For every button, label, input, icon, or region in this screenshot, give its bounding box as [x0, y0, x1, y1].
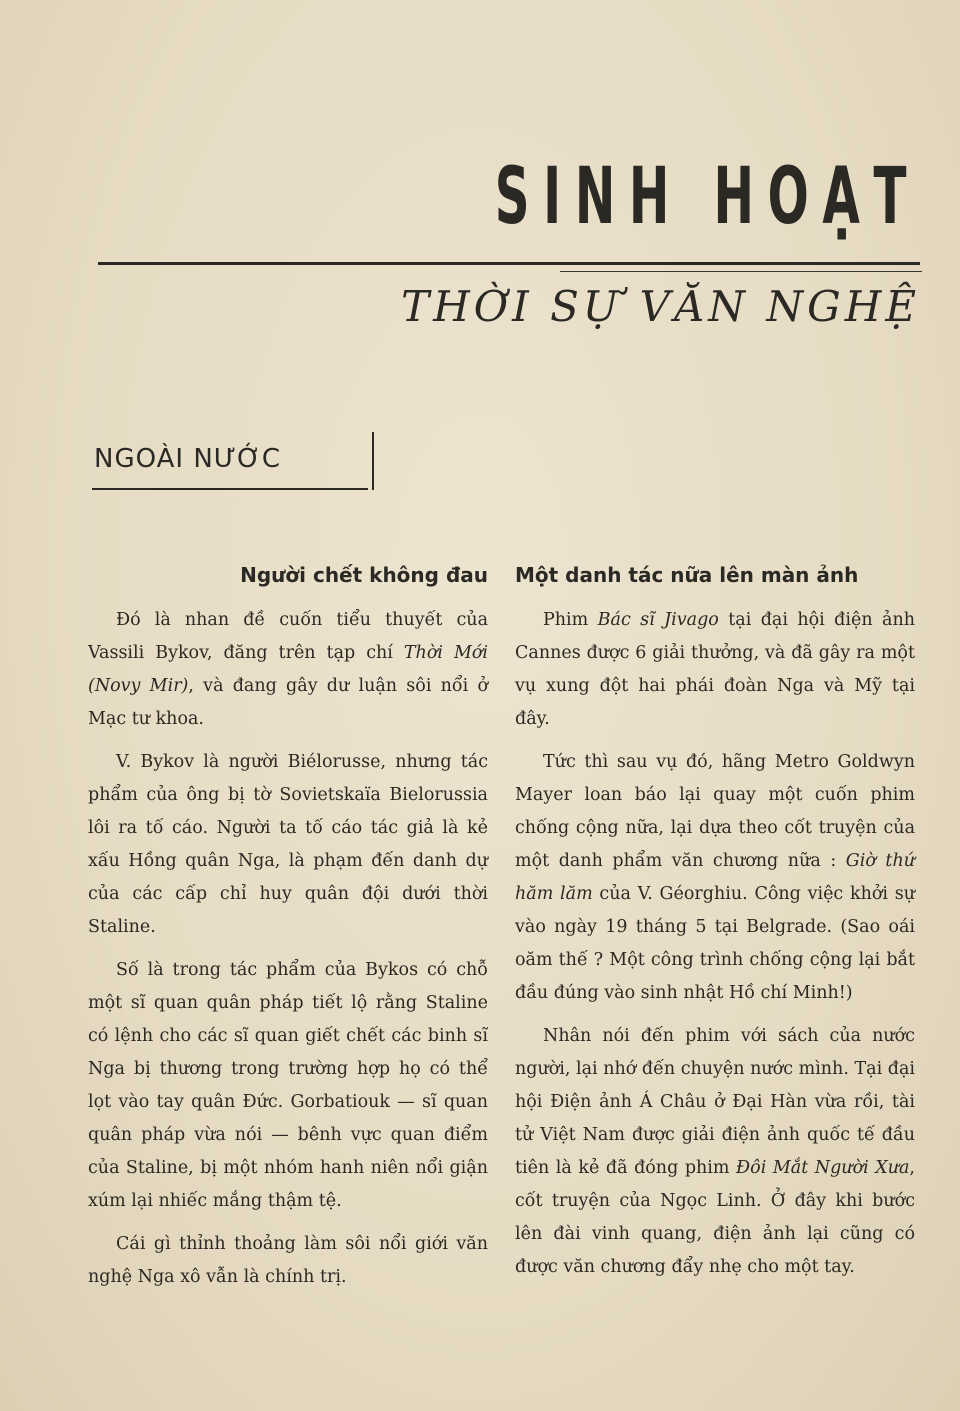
- title-rule-thin: [560, 271, 922, 272]
- article-paragraph: Cái gì thỉnh thoảng làm sôi nổi giới văn nghệ Nga xô vẫn là chính trị.: [88, 1234, 488, 1287]
- article-paragraph: Nhân nói đến phim với sách của nước người, lại nhớ đến chuyện nước mình. Tại đại hội Điện ảnh Á Châu ở Đại Hàn vừa rồi, tài tử Việt Nam được giải điện ảnh quốc tế đầu tiên là kẻ đã đóng phim Đôi Mắt Người Xưa, cốt truyện của Ngọc Linh. Ở đây khi bước lên đài vinh quang, điện ảnh lại cũng có được văn chương đẩy nhẹ cho một tay.: [515, 1026, 915, 1277]
- italic-title: Đôi Mắt Người Xưa: [736, 1158, 910, 1178]
- article-paragraph: Số là trong tác phẩm của Bykos có chỗ một sĩ quan quân pháp tiết lộ rằng Staline có lệnh cho các sĩ quan giết chết các binh sĩ Nga bị thương trong trường hợp họ có thể lọt vào tay quân Đức. Gorbatiouk — sĩ quan quân pháp vừa nói — bênh vực quan điểm của Staline, bị một nhóm hanh niên nổi giận xúm lại nhiếc mắng thậm tệ.: [88, 960, 488, 1211]
- italic-title: Giờ thứ hăm lăm: [515, 851, 915, 904]
- article-paragraph: Tức thì sau vụ đó, hãng Metro Goldwyn Mayer loan báo lại quay một cuốn phim chống cộng nữa, lại dựa theo cốt truyện của một danh phẩm văn chương nữa : Giờ thứ hăm lăm của V. Géorghiu. Công việc khởi sự vào ngày 19 tháng 5 tại Belgrade. (Sao oái oăm thế ? Một công trình chống cộng lại bắt đầu đúng vào sinh nhật Hồ chí Minh!): [515, 752, 915, 1003]
- section-underline: [92, 488, 368, 490]
- italic-title: Thời Mới (Novy Mir): [88, 643, 488, 696]
- section-box: [92, 432, 374, 490]
- article-heading: Người chết không đau: [240, 563, 488, 587]
- title-rule: [98, 262, 920, 265]
- page-title: SINH HOẠT: [494, 152, 920, 242]
- article-body: [515, 604, 915, 1284]
- article-left: [88, 560, 488, 1304]
- article-paragraph: Đó là nhan đề cuốn tiểu thuyết của Vassili Bykov, đăng trên tạp chí Thời Mới (Novy Mir), và đang gây dư luận sôi nổi ở Mạc tư khoa.: [88, 610, 488, 729]
- article-paragraph: Phim Bác sĩ Jivago tại đại hội điện ảnh Cannes được 6 giải thưởng, và đã gây ra một vụ xung đột hai phái đoàn Nga và Mỹ tại đây.: [515, 610, 915, 729]
- article-body: [88, 604, 488, 1294]
- article-heading: Một danh tác nữa lên màn ảnh: [515, 563, 859, 587]
- italic-title: Bác sĩ Jivago: [597, 610, 719, 630]
- section-label: NGOÀI NƯỚC: [94, 444, 281, 474]
- article-paragraph: V. Bykov là người Biélorusse, nhưng tác phẩm của ông bị tờ Sovietskaïa Bielorussia lôi ra tố cáo. Người ta tố cáo tác giả là kẻ xấu Hồng quân Nga, là phạm đến danh dự của các cấp chỉ huy quân đội dưới thời Staline.: [88, 752, 488, 937]
- article-right: [515, 560, 915, 1294]
- page-subtitle: THỜI SỰ VĂN NGHỆ: [401, 282, 920, 331]
